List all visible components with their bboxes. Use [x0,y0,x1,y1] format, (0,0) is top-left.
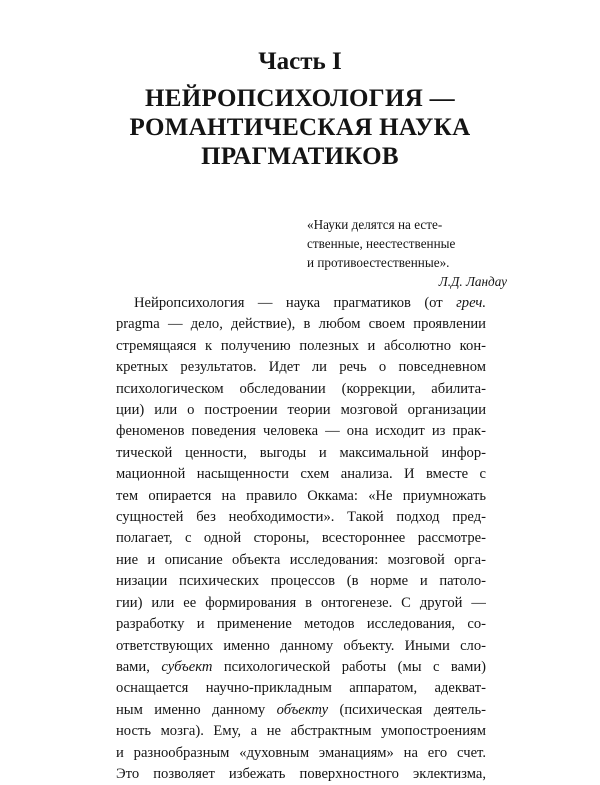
body-line-text: Нейропсихология — наука прагматиков (от [134,295,457,311]
body-line [116,657,486,678]
body-line: и разнообразным «духовным эманациям» на его счет. [116,744,486,761]
chapter-title-line: ПРАГМАТИКОВ [201,143,399,170]
body-line: стремящаяся к получению полезных и абсолютно кон- [116,337,486,354]
body-line: ность мозга). Ему, а не абстрактным умопостроениям [116,723,486,740]
body-line: сущностей без необходимости». Такой подход пред- [116,509,486,526]
body-line-text: (психическая деятель- [328,701,486,718]
body-line: оснащается научно-прикладным аппаратом, адекват- [116,680,486,697]
body-line-text: ным именно данному [116,701,277,718]
body-line: полагает, с одной стороны, всестороннее рассмотре- [116,530,486,547]
epigraph-author: Л.Д. Ландау [438,274,507,289]
body-line-italic: субъект [161,658,213,675]
body-line-italic: объекту [276,701,329,718]
epigraph-line: и противоестественные». [307,255,450,270]
body-line: феноменов поведения человека — она исходит из прак- [116,423,486,440]
body-line: разработку и применение методов исследования, со- [116,616,486,633]
chapter-title-line: НЕЙРОПСИХОЛОГИЯ — [145,85,455,112]
body-line: ции) или о построении теории мозговой организации [116,402,486,419]
body-line: тем опирается на правило Оккама: «Не приумножать [116,487,486,504]
body-line: pragma — дело, действие), в любом своем проявлении [116,316,486,333]
body-line: низации психических процессов (в норме и патоло- [116,573,486,590]
epigraph-line: «Науки делятся на есте- [307,217,443,232]
epigraph-line: ственные, неестественные [307,236,456,251]
body-line-text: вами, [116,658,162,675]
epigraph [307,215,507,291]
body-text [116,293,486,785]
chapter-title [0,84,600,171]
body-line [116,700,486,721]
chapter-title-line: РОМАНТИЧЕСКАЯ НАУКА [129,114,471,141]
part-heading: Часть I [258,48,342,75]
body-line-text: психологической работы (мы с вами) [212,658,486,675]
body-line-italic: греч. [456,295,486,311]
body-line: тической ценности, выгоды и максимальной инфор- [116,444,486,461]
body-line: ответствующих именно данному объекту. Иными сло- [116,637,486,654]
body-line: кретных результатов. Идет ли речь о повседневном [116,359,486,376]
body-line: ние и описание объекта исследования: мозговой орга- [116,551,486,568]
body-line: Это позволяет избежать поверхностного эклектизма, [116,765,486,782]
body-line: мационной насыщенности схем анализа. И вместе с [116,466,486,483]
body-line: гии) или ее формирования в онтогенезе. С другой — [116,594,486,611]
body-line: психологическом обследовании (коррекции, абилита- [116,380,486,397]
body-line [116,293,486,314]
